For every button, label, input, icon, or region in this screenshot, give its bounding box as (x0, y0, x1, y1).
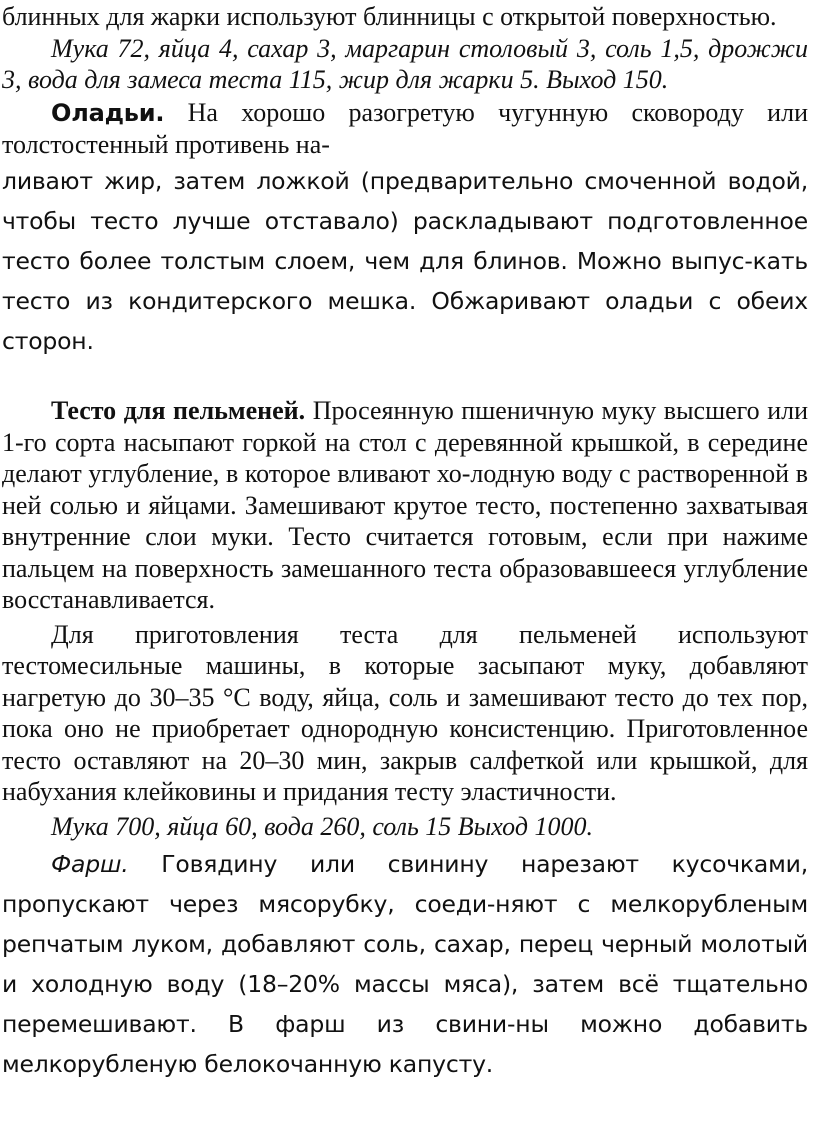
paragraph-text: Просеянную пшеничную муку высшего или 1-го сорта насыпают горкой на стол с деревянной крышкой, в середине делают углубление, в которое вливают хо-лодную воду с растворенной в ней солью и яйцами. Замешивают крутое тесто, постепенно захватывая внутренние слои муки. Тесто считается готовым, если при нажиме пальцем на поверхность замешанного теста образовавшееся углубление восстанавливается. (2, 396, 808, 614)
paragraph-pelmeni-dough (2, 395, 808, 616)
section-title-pelmeni: Тесто для пельменей. (51, 396, 306, 425)
paragraph-blini-end (2, 0, 808, 33)
paragraph-text: ливают жир, затем ложкой (предварительно смоченной водой, чтобы тесто лучше отставало) раскладывают подготовленное тесто более толстым слоем, чем для блинов. Можно выпус-кать тесто из кондитерского мешка. Обжаривают оладьи с обеих сторон. (2, 167, 808, 355)
paragraph-farsh (2, 844, 808, 1084)
paragraph-oladi (2, 161, 808, 361)
section-title-oladi: Оладьи. (51, 98, 165, 127)
paragraph-oladi-intro (2, 97, 808, 161)
recipe-pelmeni (2, 811, 808, 843)
section-title-farsh: Фарш. (51, 850, 129, 878)
paragraph-text: Говядину или свинину нарезают кусочками, пропускают через мясорубку, соеди-няют с мелкорубленым репчатым луком, добавляют соль, сахар, перец черный молотый и холодную воду (18–20% массы мяса), затем всё тщательно перемешивают. В фарш из свини-ны можно добавить мелкорубленую белокочанную капусту. (2, 850, 808, 1078)
recipe-text: Мука 72, яйца 4, сахар 3, маргарин столовый 3, соль 1,5, дрожжи 3, вода для замеса теста 115, жир для жарки 5. Выход 150. (2, 33, 808, 94)
spacer (2, 361, 808, 387)
paragraph-pelmeni-machine (2, 619, 808, 808)
paragraph-text: блинных для жарки используют блинницы с открытой поверхностью. (2, 2, 777, 31)
recipe-text: Мука 700, яйца 60, вода 260, соль 15 Выход 1000. (51, 811, 593, 841)
paragraph-text: На хорошо разогретую чугунную сковороду или толстостенный противень на- (2, 97, 808, 159)
recipe-blini (2, 33, 808, 96)
paragraph-text: Для приготовления теста для пельменей используют тестомесильные машины, в которые засыпают муку, добавляют нагретую до 30–35 °С воду, яйца, соль и замешивают тесто до тех пор, пока оно не приобретает однородную консистенцию. Приготовленное тесто оставляют на 20–30 мин, закрыв салфеткой или крышкой, для набухания клейковины и придания тесту эластичности. (2, 619, 808, 806)
